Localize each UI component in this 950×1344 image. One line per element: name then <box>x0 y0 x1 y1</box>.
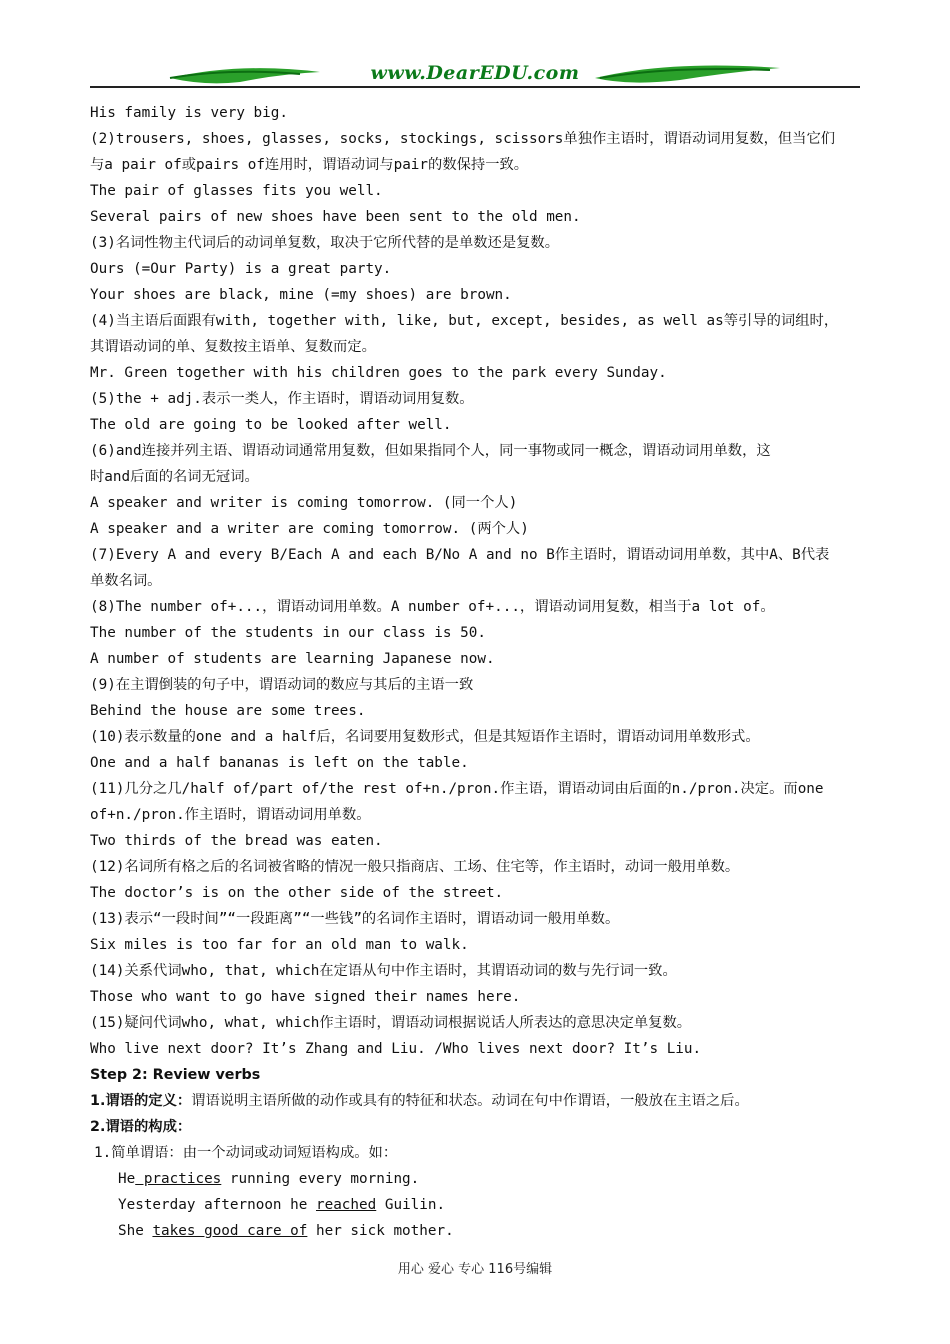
header-rule <box>90 86 860 88</box>
text-line: Two thirds of the bread was eaten. <box>90 833 383 849</box>
text-line: of+n./pron.作主语时，谓语动词用单数。 <box>90 807 371 823</box>
text-line: A number of students are learning Japanese now. <box>90 651 495 667</box>
example-pre: She <box>118 1223 153 1239</box>
definition-text: 谓语说明主语所做的动作或具有的特征和状态。动词在句中作谓语，一般放在主语之后。 <box>191 1093 749 1109</box>
document-body <box>90 100 870 1244</box>
text-line: Who live next door? It’s Zhang and Liu. /Who lives next door? It’s Liu. <box>90 1041 702 1057</box>
text-line: Several pairs of new shoes have been sent to the old men. <box>90 209 581 225</box>
text-line: (13)表示“一段时间”“一段距离”“一些钱”的名词作主语时，谓语动词一般用单数。 <box>90 911 620 927</box>
text-line: (12)名词所有格之后的名词被省略的情况一般只指商店、工场、住宅等，作主语时，动词一般用单数。 <box>90 859 740 875</box>
text-line: 其谓语动词的单、复数按主语单、复数而定。 <box>90 339 376 355</box>
text-line: (10)表示数量的one and a half后，名词要用复数形式，但是其短语作主语时，谓语动词用单数形式。 <box>90 729 760 745</box>
example-post: her sick mother. <box>307 1223 454 1239</box>
step2-heading: Step 2: Review verbs <box>90 1067 261 1083</box>
example-underlined: practices <box>135 1171 222 1187</box>
text-line: (11)几分之几/half of/part of/the rest of+n./pron.作主语，谓语动词由后面的n./pron.决定。而one <box>90 781 824 797</box>
text-line: (14)关系代词who, that, which在定语从句中作主语时，其谓语动词的数与先行词一致。 <box>90 963 677 979</box>
definition-label: 1.谓语的定义： <box>90 1093 192 1109</box>
page-footer: 用心 爱心 专心 116号编辑 <box>397 1262 553 1277</box>
text-line: (15)疑问代词who, what, which作主语时，谓语动词根据说话人所表达的意思决定单复数。 <box>90 1015 692 1031</box>
example-underlined: takes good care of <box>152 1223 308 1239</box>
text-line: (7)Every A and every B/Each A and each B/No A and no B作主语时，谓语动词用单数，其中A、B代表 <box>90 547 830 563</box>
text-line: The pair of glasses fits you well. <box>90 183 383 199</box>
text-line: One and a half bananas is left on the table. <box>90 755 469 771</box>
text-line: 单数名词。 <box>90 573 162 589</box>
text-line: Those who want to go have signed their names here. <box>90 989 521 1005</box>
text-line: Your shoes are black, mine (=my shoes) are brown. <box>90 287 512 303</box>
example-post: running every morning. <box>221 1171 420 1187</box>
text-line: (5)the + adj.表示一类人，作主语时，谓语动词用复数。 <box>90 391 474 407</box>
text-line: 与a pair of或pairs of连用时，谓语动词与pair的数保持一致。 <box>90 157 529 173</box>
composition-heading: 2.谓语的构成： <box>90 1119 192 1135</box>
example-line <box>90 1218 870 1244</box>
site-logo-text: www.DearEDU.com <box>370 62 580 84</box>
text-line: The number of the students in our class is 50. <box>90 625 486 641</box>
page-header <box>90 58 860 92</box>
text-line: Ours (=Our Party) is a great party. <box>90 261 392 277</box>
text-line: 时and后面的名词无冠词。 <box>90 469 259 485</box>
example-post: Guilin. <box>376 1197 446 1213</box>
text-line: (2)trousers, shoes, glasses, socks, stockings, scissors单独作主语时，谓语动词用复数，但当它们 <box>90 131 836 147</box>
text-line: (9)在主谓倒装的句子中，谓语动词的数应与其后的主语一致 <box>90 677 474 693</box>
example-underlined: reached <box>315 1197 377 1213</box>
text-line: Six miles is too far for an old man to walk. <box>90 937 469 953</box>
example-line <box>90 1192 870 1218</box>
simple-predicate-line: 1.简单谓语：由一个动词或动词短语构成。如： <box>94 1145 398 1161</box>
text-line: A speaker and writer is coming tomorrow. (同一个人) <box>90 495 518 511</box>
text-line: (3)名词性物主代词后的动词单复数，取决于它所代替的是单数还是复数。 <box>90 235 560 251</box>
example-pre: Yesterday afternoon he <box>118 1197 316 1213</box>
text-line: Behind the house are some trees. <box>90 703 366 719</box>
text-line: (4)当主语后面跟有with, together with, like, but, except, besides, as well as等引导的词组时， <box>90 313 839 329</box>
text-line: A speaker and a writer are coming tomorrow. (两个人) <box>90 521 529 537</box>
text-line: Mr. Green together with his children goes to the park every Sunday. <box>90 365 667 381</box>
text-line: (6)and连接并列主语、谓语动词通常用复数，但如果指同个人，同一事物或同一概念，谓语动词用单数，这 <box>90 443 771 459</box>
text-line: (8)The number of+...，谓语动词用单数。A number of+...，谓语动词用复数，相当于a lot of。 <box>90 599 775 615</box>
example-line <box>90 1166 870 1192</box>
text-line: The doctor’s is on the other side of the street. <box>90 885 504 901</box>
example-pre: He <box>118 1171 136 1187</box>
text-line: The old are going to be looked after well. <box>90 417 452 433</box>
text-line: His family is very big. <box>90 105 288 121</box>
definition-line <box>90 1088 870 1114</box>
